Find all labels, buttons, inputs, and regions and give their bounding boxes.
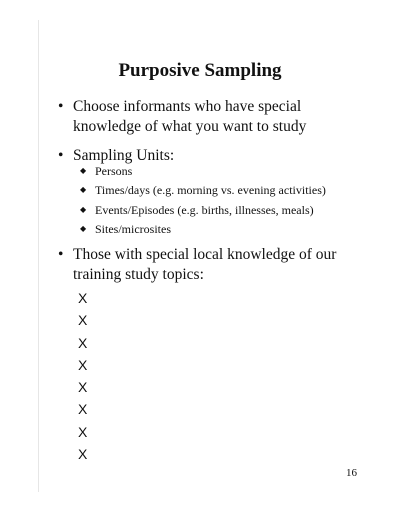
page-number: 16: [346, 467, 357, 479]
bullet-dot: •: [58, 246, 64, 263]
topic-placeholder-item: X: [78, 290, 88, 306]
topic-placeholder-item: X: [78, 401, 88, 418]
bullet-text: [73, 97, 373, 137]
diamond-bullet-icon: ◆: [80, 185, 87, 194]
bullet-line: knowledge of what you want to study: [73, 118, 307, 135]
topic-placeholder-item: X: [78, 423, 88, 440]
diamond-bullet-icon: ◆: [80, 224, 87, 233]
bullet-line: Sampling Units:: [73, 147, 175, 164]
topic-placeholder-list: [78, 287, 87, 465]
bullet-dot: •: [58, 147, 64, 164]
slide-title: Purposive Sampling: [118, 60, 282, 81]
topic-placeholder-item: X: [78, 379, 88, 396]
diamond-bullet-icon: ◆: [80, 166, 87, 175]
bullet-line: Those with special local knowledge of our: [73, 246, 337, 263]
bullet-line: Choose informants who have special: [73, 98, 302, 115]
topic-placeholder-item: X: [78, 312, 88, 329]
sub-item-text: Sites/microsites: [95, 222, 171, 236]
topic-placeholder-item: X: [78, 334, 88, 351]
bullet-text: [73, 245, 373, 285]
bullet-line: training study topics:: [73, 266, 204, 283]
topic-placeholder-item: X: [78, 356, 88, 373]
sub-item-text: Times/days (e.g. morning vs. evening activities): [95, 183, 326, 197]
sub-item-text: Events/Episodes (e.g. births, illnesses, meals): [95, 203, 314, 217]
bullet-text: [73, 146, 373, 166]
diamond-bullet-icon: ◆: [80, 205, 87, 214]
topic-placeholder-item: X: [78, 446, 88, 463]
bullet-dot: •: [58, 98, 64, 115]
sub-item-text: Persons: [95, 164, 133, 178]
